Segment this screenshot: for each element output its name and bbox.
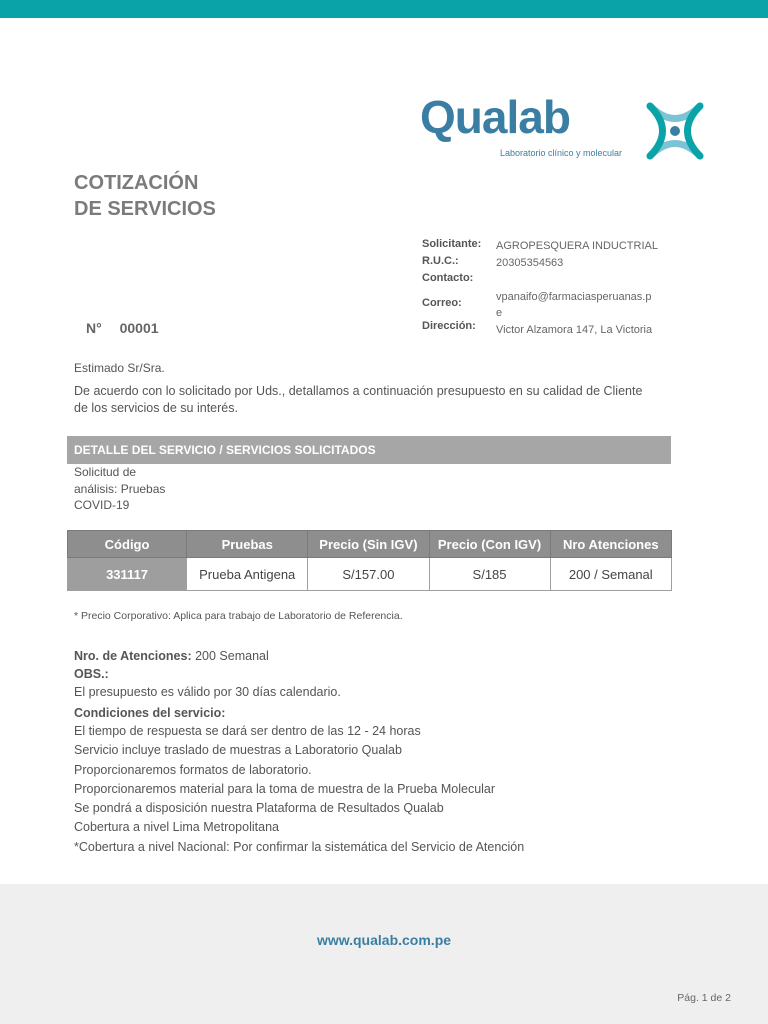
contacto-label: Contacto: [422,272,474,284]
cell-precio-sin-igv: S/157.00 [308,558,429,591]
correo-value [496,289,668,321]
page-number: Pág. 1 de 2 [677,992,731,1004]
price-table [67,530,672,591]
atenciones-line [74,647,341,665]
list-item: Proporcionaremos formatos de laboratorio. [74,762,312,777]
cell-pruebas: Prueba Antigena [187,558,308,591]
detail-line-3: COVID-19 [74,498,130,512]
atenciones-label: Nro. de Atenciones: [74,649,192,663]
intro-line-2: de los servicios de su interés. [74,401,238,415]
direccion-label: Dirección: [422,320,476,332]
title-line-2: DE SERVICIOS [74,198,216,220]
greeting: Estimado Sr/Sra. [74,361,165,375]
logo-wordmark: Qualab [420,91,570,143]
list-item: Se pondrá a disposición nuestra Plataforma de Resultados Qualab [74,801,444,816]
page-footer [0,884,768,1024]
ruc-label: R.U.C.: [422,255,459,267]
correo-line-2: e [496,307,503,319]
ruc-value: 20305354563 [496,257,564,269]
number-value: 00001 [119,320,159,336]
col-header-pruebas: Pruebas [187,531,308,558]
intro-line-1: De acuerdo con lo solicitado por Uds., detallamos a continuación presupuesto en su calidad de Cliente [74,384,643,398]
col-header-precio-con-igv: Precio (Con IGV) [429,531,550,558]
document-title [74,170,216,222]
cell-nro-atenciones: 200 / Semanal [550,558,671,591]
website-link[interactable]: www.qualab.com.pe [316,932,452,948]
list-item: *Cobertura a nivel Nacional: Por confirmar la sistemática del Servicio de Atención [74,839,525,854]
col-header-codigo: Código [68,531,187,558]
top-accent-bar [0,0,768,18]
table-header-row [68,531,672,558]
cell-precio-con-igv: S/185 [429,558,550,591]
service-info [74,647,341,722]
table-row [68,558,672,591]
cell-codigo: 331117 [68,558,187,591]
col-header-nro-atenciones: Nro Atenciones [550,531,671,558]
condiciones-list [74,722,524,857]
correo-label: Correo: [422,297,462,309]
intro-text [74,383,674,417]
col-header-precio-sin-igv: Precio (Sin IGV) [308,531,429,558]
correo-line-1: vpanaifo@farmaciasperuanas.p [496,291,652,303]
qualab-logo [420,91,720,166]
condiciones-label: Condiciones del servicio: [74,706,226,720]
price-note: * Precio Corporativo: Aplica para trabajo de Laboratorio de Referencia. [74,610,403,622]
list-item: Cobertura a nivel Lima Metropolitana [74,820,279,835]
obs-label: OBS.: [74,667,109,681]
molecule-icon [642,98,708,164]
solicitante-label: Solicitante: [422,238,482,250]
direccion-value: Victor Alzamora 147, La Victoria [496,324,653,336]
list-item: Proporcionaremos material para la toma de muestra de la Prueba Molecular [74,781,496,796]
title-line-1: COTIZACIÓN [74,172,199,194]
number-label: N° [86,320,102,336]
list-item: Servicio incluye traslado de muestras a Laboratorio Qualab [74,743,402,758]
solicitante-value: AGROPESQUERA INDUCTRIAL [496,240,658,252]
detail-description [74,464,194,514]
logo-tagline: Laboratorio clínico y molecular [500,148,623,158]
atenciones-value: 200 Semanal [195,649,269,663]
quote-number [86,320,159,336]
detail-line-1: Solicitud de [74,465,137,479]
detail-section-header: DETALLE DEL SERVICIO / SERVICIOS SOLICITADOS [67,436,671,464]
list-item: El tiempo de respuesta se dará ser dentro de las 12 - 24 horas [74,724,421,738]
validez-text: El presupuesto es válido por 30 días calendario. [74,685,341,699]
detail-line-2: análisis: Pruebas [74,481,166,496]
